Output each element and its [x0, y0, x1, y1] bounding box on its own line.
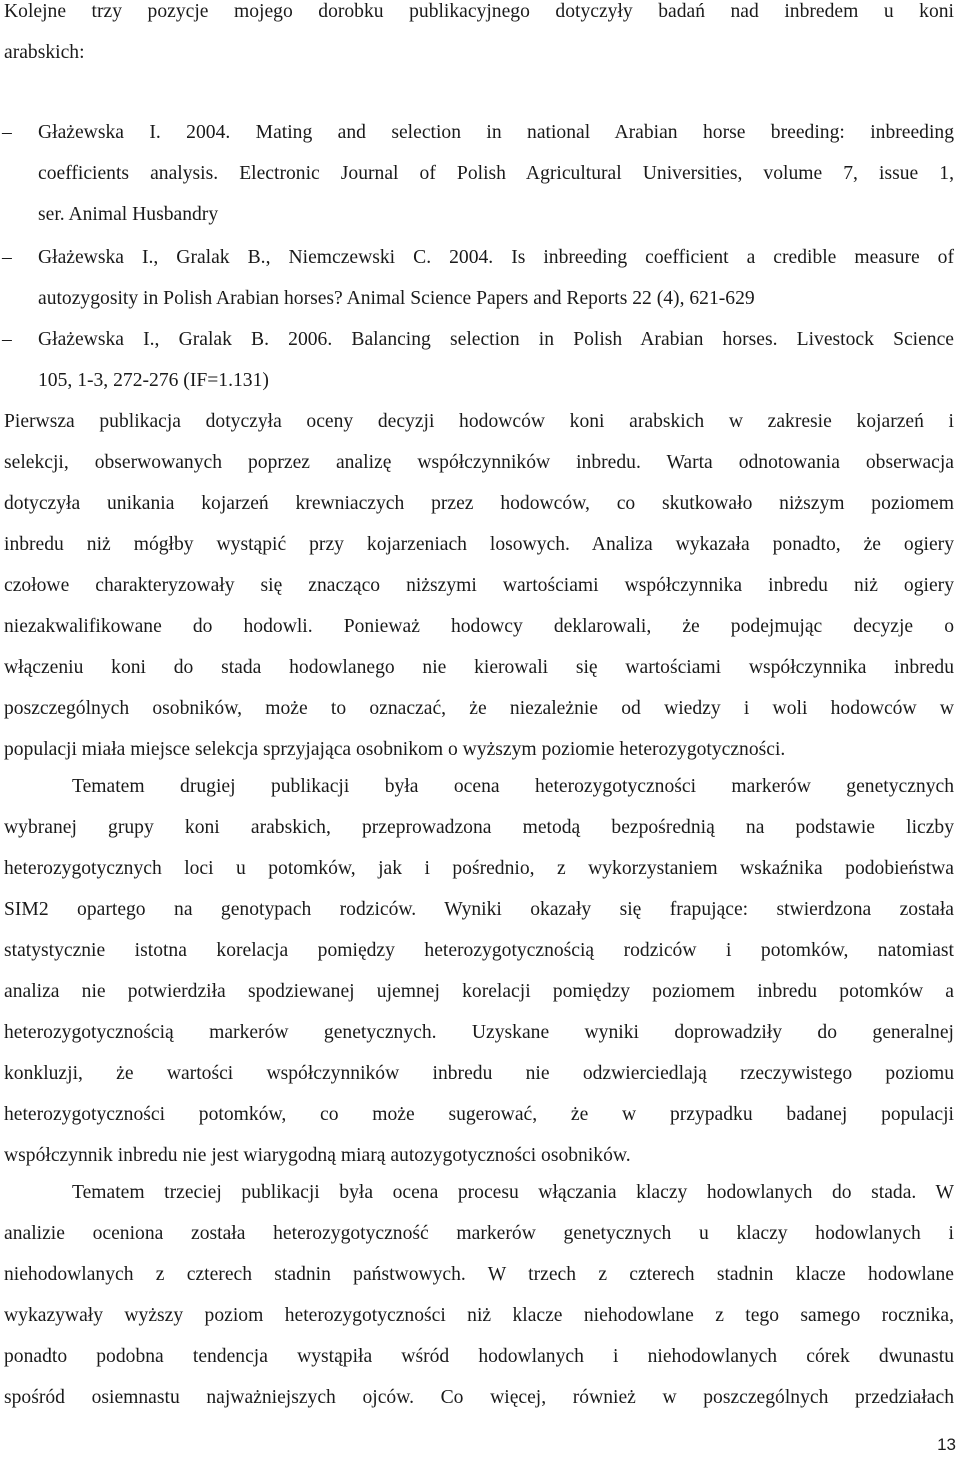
text-line: arabskich:: [4, 42, 85, 63]
text-line: analizie oceniona została heterozygotyczność markerów genetycznych u klaczy hodowlanych i: [4, 1223, 954, 1244]
text-line: Tematem trzeciej publikacji była ocena procesu włączania klaczy hodowlanych do stada. W: [72, 1182, 954, 1203]
list-dash: –: [2, 122, 12, 143]
text-line: heterozygotycznych loci u potomków, jak i pośrednio, z wykorzystaniem wskaźnika podobieństwa: [4, 858, 954, 879]
text-line: włączeniu koni do stada hodowlanego nie kierowali się wartościami współczynnika inbredu: [4, 657, 954, 678]
text-line: analiza nie potwierdziła spodziewanej ujemnej korelacji pomiędzy poziomem inbredu potomków a: [4, 981, 954, 1002]
text-line: wybranej grupy koni arabskich, przeprowadzona metodą bezpośrednią na podstawie liczby: [4, 817, 954, 838]
text-line: ser. Animal Husbandry: [38, 204, 219, 225]
text-line: statystycznie istotna korelacja pomiędzy heterozygotycznością rodziców i potomków, natomiast: [4, 940, 954, 961]
text-line: 105, 1-3, 272-276 (IF=1.131): [38, 370, 269, 391]
text-line: poszczególnych osobników, może to oznaczać, że niezależnie od wiedzy i woli hodowców w: [4, 698, 954, 719]
text-line: spośród osiemnastu najważniejszych ojców. Co więcej, również w poszczególnych przedziałach: [4, 1387, 954, 1408]
text-line: inbredu niż mógłby wystąpić przy kojarzeniach losowych. Analiza wykazała ponadto, że ogiery: [4, 534, 954, 555]
text-line: konkluzji, że wartości współczynników inbredu nie odzwierciedlają rzeczywistego poziomu: [4, 1063, 954, 1084]
text-line: Głażewska I., Gralak B., Niemczewski C. 2004. Is inbreeding coefficient a credible measure of: [38, 247, 954, 268]
text-line: Tematem drugiej publikacji była ocena heterozygotyczności markerów genetycznych: [72, 776, 954, 797]
text-line: czołowe charakteryzowały się znacząco niższymi wartościami współczynnika inbredu niż ogiery: [4, 575, 954, 596]
text-line: Głażewska I. 2004. Mating and selection in national Arabian horse breeding: inbreeding: [38, 122, 954, 143]
text-line: współczynnik inbredu nie jest wiarygodną miarą autozygotyczności osobników.: [4, 1145, 631, 1166]
list-dash: –: [2, 247, 12, 268]
list-dash: –: [2, 329, 12, 350]
text-line: Pierwsza publikacja dotyczyła oceny decyzji hodowców koni arabskich w zakresie kojarzeń i: [4, 411, 954, 432]
text-line: ponadto podobna tendencja wystąpiła wśród hodowlanych i niehodowlanych córek dwunastu: [4, 1346, 954, 1367]
text-line: Głażewska I., Gralak B. 2006. Balancing selection in Polish Arabian horses. Livestock Science: [38, 329, 954, 350]
text-line: SIM2 opartego na genotypach rodziców. Wyniki okazały się frapujące: stwierdzona została: [4, 899, 954, 920]
text-line: coefficients analysis. Electronic Journal of Polish Agricultural Universities, volume 7, issue 1,: [38, 163, 954, 184]
text-line: Kolejne trzy pozycje mojego dorobku publikacyjnego dotyczyły badań nad inbredem u koni: [4, 1, 954, 22]
text-line: selekcji, obserwowanych poprzez analizę współczynników inbredu. Warta odnotowania obserwacja: [4, 452, 954, 473]
page-number: 13: [937, 1435, 956, 1454]
text-line: heterozygotyczności potomków, co może sugerować, że w przypadku badanej populacji: [4, 1104, 954, 1125]
text-line: niezakwalifikowane do hodowli. Ponieważ hodowcy deklarowali, że podejmując decyzje o: [4, 616, 954, 637]
text-line: autozygosity in Polish Arabian horses? Animal Science Papers and Reports 22 (4), 621-629: [38, 288, 755, 309]
text-line: niehodowlanych z czterech stadnin państwowych. W trzech z czterech stadnin klacze hodowlane: [4, 1264, 954, 1285]
text-line: heterozygotycznością markerów genetycznych. Uzyskane wyniki doprowadziły do generalnej: [4, 1022, 954, 1043]
text-line: populacji miała miejsce selekcja sprzyjająca osobnikom o wyższym poziomie heterozygotyczności.: [4, 739, 786, 760]
text-line: wykazywały wyższy poziom heterozygotyczności niż klacze niehodowlane z tego samego rocznika,: [4, 1305, 954, 1326]
text-line: dotyczyła unikania kojarzeń krewniaczych przez hodowców, co skutkowało niższym poziomem: [4, 493, 954, 514]
